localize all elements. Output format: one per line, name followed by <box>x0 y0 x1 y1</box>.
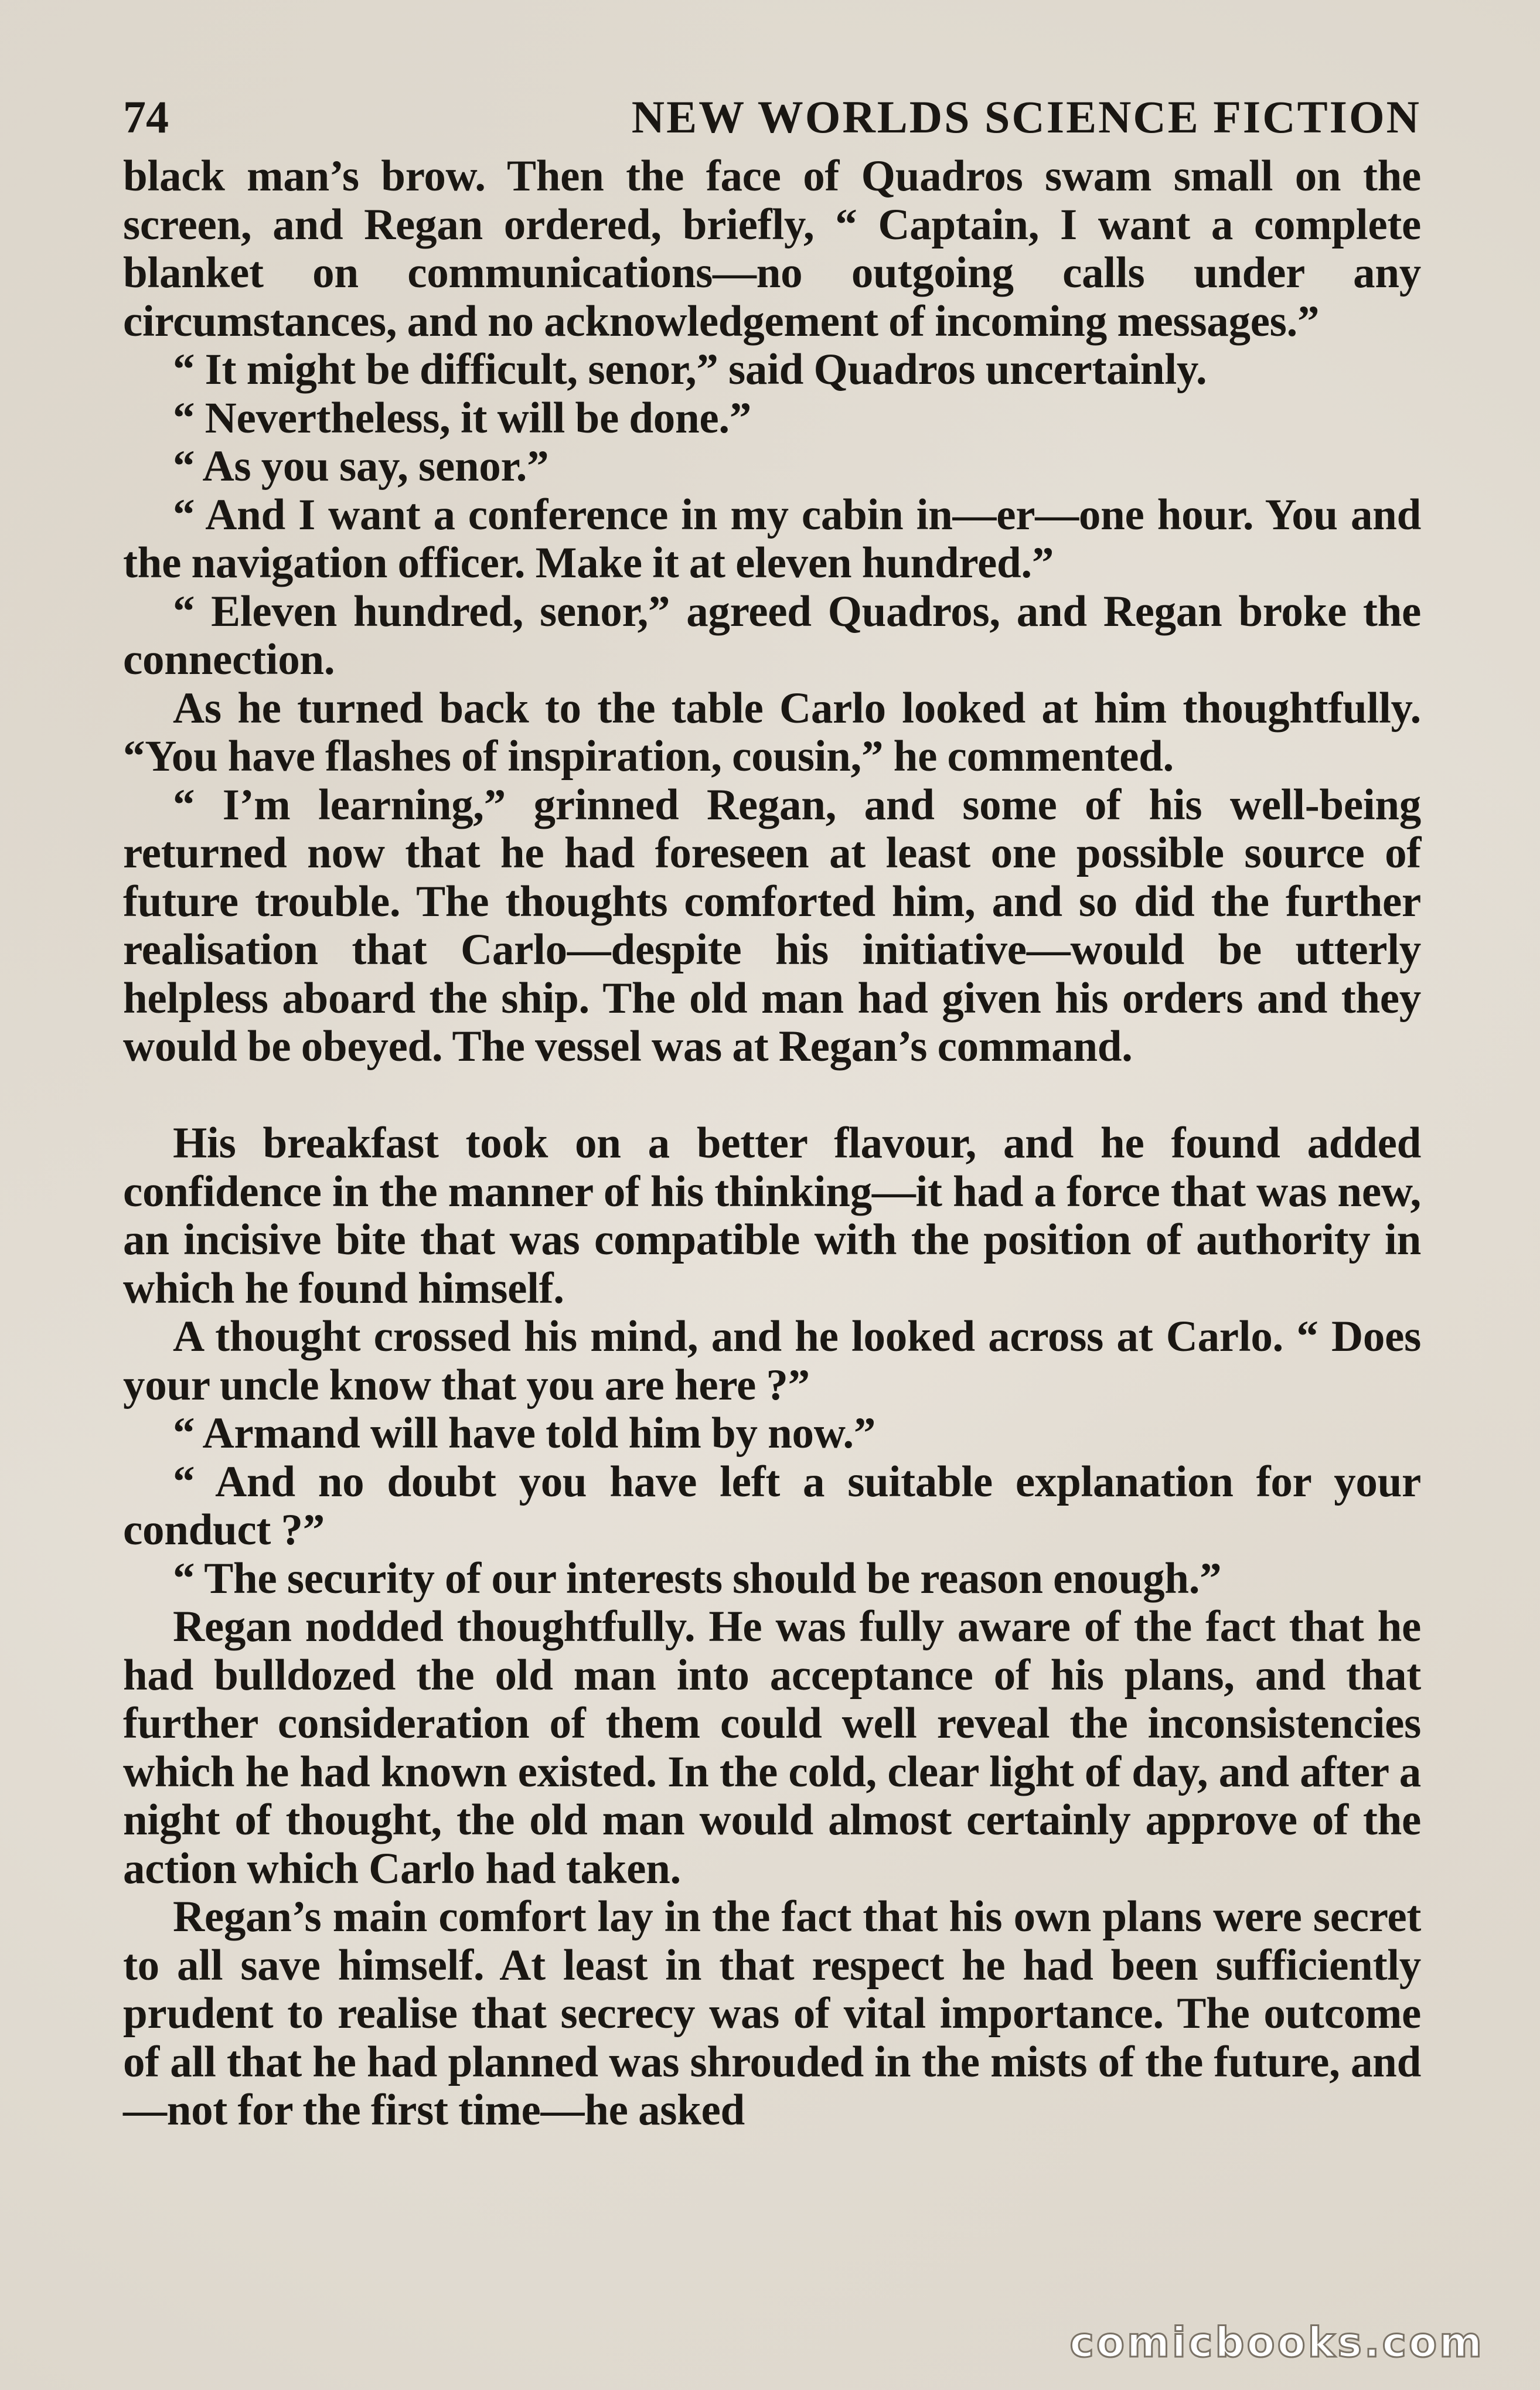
paragraph: “ I’m learning,” grinned Regan, and some of his well-being returned now that he had foreseen at least one possible source of future trouble. The thoughts comforted him, and so did the further realisation that Carlo—despite his initiative—would be utterly helpless aboard the ship. The old man had given his orders and they would be obeyed. The vessel was at Regan’s command. <box>123 780 1421 1071</box>
running-head: NEW WORLDS SCIENCE FICTION <box>631 91 1421 142</box>
page-number: 74 <box>123 91 169 142</box>
paragraph: “ Nevertheless, it will be done.” <box>173 393 752 442</box>
paragraph: “ And I want a conference in my cabin in—er—one hour. You and the navigation officer. Make it at eleven hundred.” <box>123 490 1421 587</box>
body-text <box>123 152 1421 2135</box>
paragraph: black man’s brow. Then the face of Quadros swam small on the screen, and Regan ordered, briefly, “ Captain, I want a complete blanket on communications—no outgoing calls under any circumstances, and no acknowledgement of incoming messages.” <box>123 152 1421 346</box>
paragraph: Regan’s main comfort lay in the fact that his own plans were secret to all save himself. At least in that respect he had been sufficiently prudent to realise that secrecy was of vital importance. The outcome of all that he had planned was shrouded in the mists of the future, and—not for the first time—he asked <box>123 1892 1421 2134</box>
paragraph: A thought crossed his mind, and he looked across at Carlo. “ Does your uncle know that you are here ?” <box>123 1312 1421 1410</box>
watermark-logo: comicbooks.com <box>1069 2318 1484 2367</box>
paragraph: “ Eleven hundred, senor,” agreed Quadros, and Regan broke the connection. <box>123 587 1421 684</box>
paragraph: As he turned back to the table Carlo looked at him thoughtfully. “You have flashes of inspiration, cousin,” he commented. <box>123 683 1421 781</box>
paragraph: Regan nodded thoughtfully. He was fully aware of the fact that he had bulldozed the old man into acceptance of his plans, and that further consideration of them could well reveal the inconsistencies which he had known existed. In the cold, clear light of day, and after a night of thought, the old man would almost certainly approve of the action which Carlo had taken. <box>123 1602 1421 1893</box>
paragraph: “ Armand will have told him by now.” <box>173 1409 876 1458</box>
section-break <box>123 1071 1421 1120</box>
paragraph: “ The security of our interests should be reason enough.” <box>173 1554 1222 1603</box>
page-header <box>123 88 1421 152</box>
paragraph: “ It might be difficult, senor,” said Quadros uncertainly. <box>173 345 1207 394</box>
paragraph: His breakfast took on a better flavour, and he found added confidence in the manner of his thinking—it had a force that was new, an incisive bite that was compatible with the position of authority in which he found himself. <box>123 1119 1421 1313</box>
paragraph: “ And no doubt you have left a suitable explanation for your conduct ?” <box>123 1457 1421 1554</box>
book-page <box>123 88 1421 2303</box>
paragraph: “ As you say, senor.” <box>173 442 549 491</box>
